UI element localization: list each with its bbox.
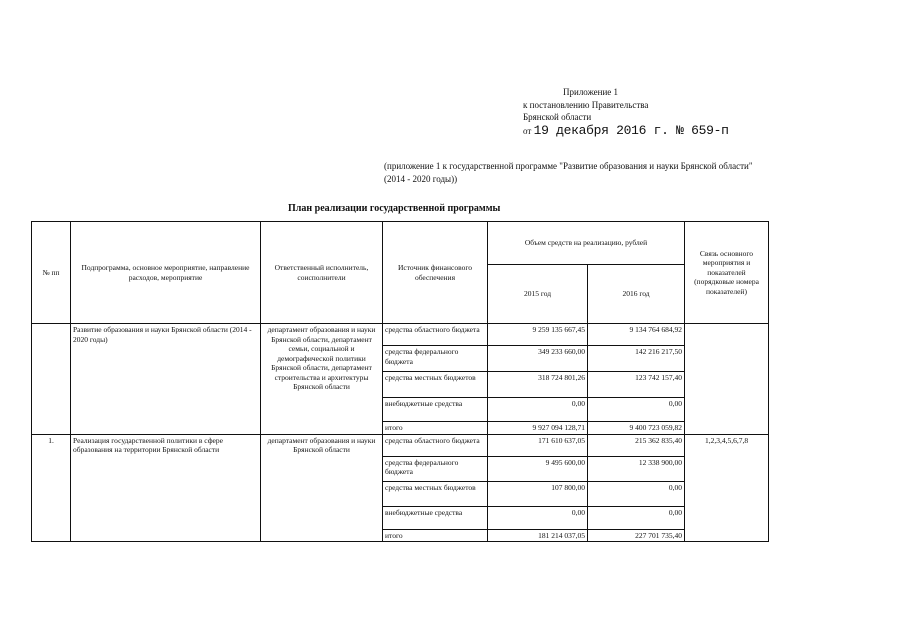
row-2016: 142 216 217,50 [588, 346, 685, 372]
row-name: Реализация государственной политики в сфере образования на территории Брянской области [71, 434, 261, 542]
row-2016: 123 742 157,40 [588, 372, 685, 398]
row-source-total: итого [383, 422, 488, 435]
row-link: 1,2,3,4,5,6,7,8 [685, 434, 769, 542]
row-source: средства областного бюджета [383, 434, 488, 456]
appendix-date-value: 19 декабря 2016 г. № 659-п [533, 123, 729, 138]
row-executor: департамент образования и науки Брянской области [261, 434, 383, 542]
row-2016: 0,00 [588, 398, 685, 422]
row-link [685, 324, 769, 435]
plan-title: План реализации государственной программы [288, 203, 501, 214]
row-executor: департамент образования и науки Брянской области, департамент семьи, социальной и демографической политики Брянской области, департамент строительства и архитектуры Брянской области [261, 324, 383, 435]
row-2016: 215 362 835,40 [588, 434, 685, 456]
row-source: внебюджетные средства [383, 506, 488, 529]
row-2015: 318 724 801,26 [488, 372, 588, 398]
appendix-date [523, 125, 729, 137]
appendix-line-decree: к постановлению Правительства [523, 100, 649, 110]
row-2015: 9 259 135 667,45 [488, 324, 588, 346]
appendix-title: Приложение 1 [563, 87, 619, 97]
row-2016: 0,00 [588, 506, 685, 529]
header-link: Связь основного мероприятия и показателей (порядковые номера показателей) [685, 222, 769, 324]
appendix-date-prefix: от [523, 126, 532, 136]
table-row [32, 434, 769, 456]
header-2015: 2015 год [488, 265, 588, 324]
header-source: Источник финансового обеспечения [383, 222, 488, 324]
row-2016: 0,00 [588, 481, 685, 506]
row-2016-total: 227 701 735,40 [588, 529, 685, 542]
appendix-line-region: Брянской области [523, 112, 592, 122]
row-2015: 107 800,00 [488, 481, 588, 506]
row-2015: 0,00 [488, 506, 588, 529]
row-2016: 9 134 764 684,92 [588, 324, 685, 346]
row-2016: 12 338 900,00 [588, 456, 685, 481]
row-source: средства федерального бюджета [383, 456, 488, 481]
program-reference: (приложение 1 к государственной программе "Развитие образования и науки Брянской области" (2014 - 2020 годы)) [384, 161, 753, 184]
row-num [32, 324, 71, 435]
plan-table [31, 221, 769, 542]
header-2016: 2016 год [588, 265, 685, 324]
row-name: Развитие образования и науки Брянской области (2014 - 2020 годы) [71, 324, 261, 435]
table-row [32, 324, 769, 346]
row-source: внебюджетные средства [383, 398, 488, 422]
header-volume: Объем средств на реализацию, рублей [488, 222, 685, 265]
row-2015-total: 9 927 094 128,71 [488, 422, 588, 435]
row-2015-total: 181 214 037,05 [488, 529, 588, 542]
row-source: средства местных бюджетов [383, 481, 488, 506]
row-source: средства федерального бюджета [383, 346, 488, 372]
row-source: средства местных бюджетов [383, 372, 488, 398]
row-2015: 0,00 [488, 398, 588, 422]
row-2015: 171 610 637,05 [488, 434, 588, 456]
row-2015: 9 495 600,00 [488, 456, 588, 481]
row-num: 1. [32, 434, 71, 542]
header-executor: Ответственный исполнитель, соисполнители [261, 222, 383, 324]
header-subprogram: Подпрограмма, основное мероприятие, направление расходов, мероприятие [71, 222, 261, 324]
row-2016-total: 9 400 723 059,82 [588, 422, 685, 435]
header-num: № пп [32, 222, 71, 324]
row-2015: 349 233 660,00 [488, 346, 588, 372]
row-source-total: итого [383, 529, 488, 542]
row-source: средства областного бюджета [383, 324, 488, 346]
